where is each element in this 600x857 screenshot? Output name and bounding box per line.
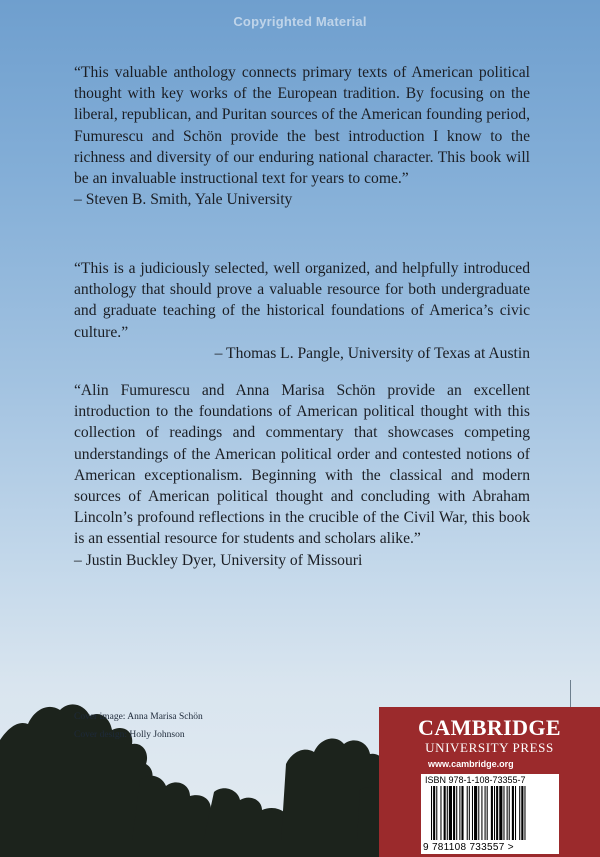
barcode-bar	[444, 786, 446, 840]
barcode-bar	[524, 786, 525, 840]
barcode-bar	[467, 786, 468, 840]
barcode-bar	[431, 786, 432, 840]
barcode-bar	[459, 786, 460, 840]
quote-attribution: – Justin Buckley Dyer, University of Missouri	[74, 551, 363, 569]
quote-attribution: – Thomas L. Pangle, University of Texas at Austin	[214, 344, 530, 362]
barcode-bar	[499, 786, 502, 840]
review-quote-3	[74, 380, 530, 571]
review-quote-1	[74, 62, 530, 210]
barcode-box	[421, 774, 559, 854]
cover-credits	[74, 708, 203, 744]
barcode-icon	[421, 786, 559, 842]
barcode-bar	[469, 786, 470, 840]
quote-text: “This is a judiciously selected, well organized, and helpfully introduced anthology that should prove a valuable resource for both undergraduate and graduate teaching of the historical foundations of America’s civic culture.”	[74, 260, 530, 341]
barcode-bar	[440, 786, 441, 840]
barcode-bar	[491, 786, 493, 840]
barcode-bar	[485, 786, 486, 840]
barcode-bar	[496, 786, 498, 840]
barcode-bar	[436, 786, 437, 840]
barcode-bar	[478, 786, 479, 840]
publisher-name: CAMBRIDGE	[418, 715, 561, 740]
publisher-panel	[379, 707, 600, 857]
barcode-bar	[487, 786, 488, 840]
quote-text: “Alin Fumurescu and Anna Marisa Schön provide an excellent introduction to the foundations of American political thought with this collection of readings and commentary that showcases competing understandings of the American political order and contested notions of American exceptionalism. Beginning with the classical and modern sources of American political thought and concluding with Abraham Lincoln’s profound reflections in the crucible of the Civil War, this book is an essential resource for students and scholars alike.”	[74, 382, 530, 548]
barcode-bar	[521, 786, 523, 840]
barcode-bar	[449, 786, 452, 840]
barcode-bar	[515, 786, 516, 840]
barcode-bar	[456, 786, 457, 840]
publisher-url: www.cambridge.org	[428, 759, 514, 769]
cover-design-credit: Cover design: Holly Johnson	[74, 730, 185, 740]
barcode-bar	[481, 786, 482, 840]
isbn-label: ISBN 978-1-108-73355-7	[425, 775, 526, 785]
copyright-watermark: Copyrighted Material	[233, 14, 367, 29]
barcode-digits: 9 781108 733557 >	[423, 842, 514, 853]
quote-attribution: – Steven B. Smith, Yale University	[74, 191, 293, 209]
barcode-bar	[433, 786, 435, 840]
barcode-bar	[447, 786, 448, 840]
barcode-bar	[474, 786, 477, 840]
barcode-bar	[494, 786, 495, 840]
barcode-bar	[509, 786, 510, 840]
barcode-bar	[519, 786, 520, 840]
barcode-bar	[507, 786, 508, 840]
review-quote-2	[74, 258, 530, 364]
publisher-subtitle: UNIVERSITY PRESS	[425, 740, 554, 755]
barcode-bar	[472, 786, 473, 840]
quote-text: “This valuable anthology connects primary texts of American political thought with key works of the European tradition. By focusing on the liberal, republican, and Puritan sources of the American founding period, Fumurescu and Schön provide the best introduction I know to the richness and diversity of our enduring national character. This book will be an invaluable instructional text for years to come.”	[74, 64, 530, 188]
barcode-bar	[512, 786, 514, 840]
cover-image-credit: Cover image: Anna Marisa Schön	[74, 712, 203, 722]
barcode-bar	[503, 786, 504, 840]
barcode-bar	[453, 786, 455, 840]
barcode-bar	[461, 786, 463, 840]
